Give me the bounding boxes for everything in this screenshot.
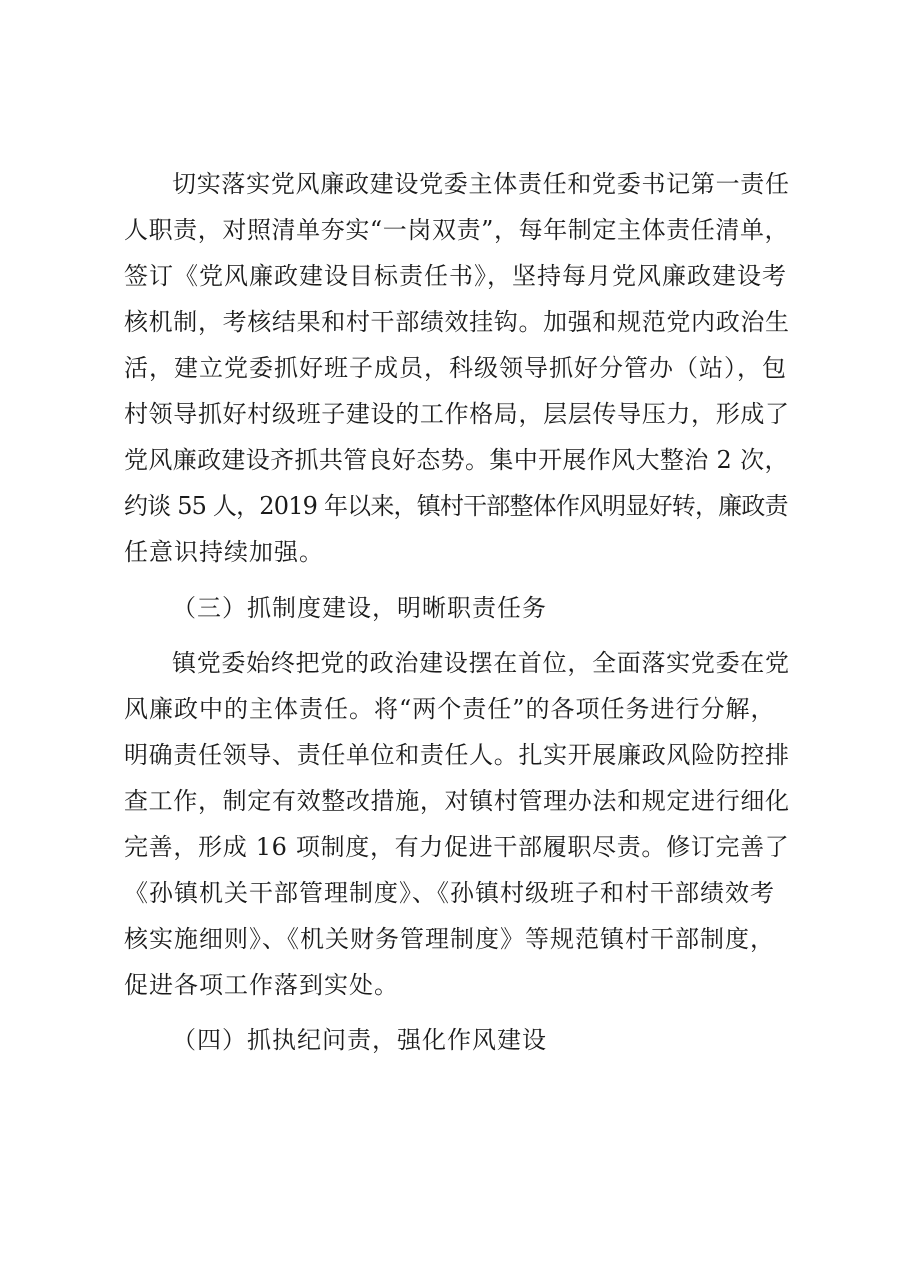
text-line: 约谈 55 人，2019 年以来，镇村干部整体作风明显好转，廉政责	[124, 492, 788, 520]
text-line: 核实施细则》、《机关财务管理制度》等规范镇村干部制度，	[124, 925, 775, 953]
text-line: 风廉政中的主体责任。将“两个责任”的各项任务进行分解，	[124, 695, 776, 723]
text-line: 明确责任领导、责任单位和责任人。扎实开展廉政风险防控排	[124, 741, 790, 769]
text-line: 切实落实党风廉政建设党委主体责任和党委书记第一责任	[172, 170, 790, 198]
section-heading: （三）抓制度建设，明晰职责任务	[172, 594, 547, 622]
text-line: 签订《党风廉政建设目标责任书》，坚持每月党风廉政建设考	[124, 262, 787, 290]
text-line: 核机制，考核结果和村干部绩效挂钩。加强和规范党内政治生	[124, 308, 790, 336]
text-line: 村领导抓好村级班子建设的工作格局，层层传导压力，形成了	[124, 400, 790, 428]
section-heading: （四）抓执纪问责，强化作风建设	[172, 1026, 547, 1054]
text-line: 镇党委始终把党的政治建设摆在首位，全面落实党委在党	[172, 649, 790, 677]
text-line: 《孙镇机关干部管理制度》、《孙镇村级班子和村干部绩效考	[124, 879, 775, 907]
text-line: 任意识持续加强。	[124, 538, 324, 566]
text-line: 完善，形成 16 项制度，有力促进干部履职尽责。修订完善了	[124, 833, 790, 861]
text-line: 查工作，制定有效整改措施，对镇村管理办法和规定进行细化	[124, 787, 790, 815]
text-line: 活，建立党委抓好班子成员，科级领导抓好分管办（站），包	[124, 354, 787, 382]
text-line: 党风廉政建设齐抓共管良好态势。集中开展作风大整治 2 次，	[124, 446, 789, 474]
text-line: 促进各项工作落到实处。	[124, 971, 399, 999]
text-line: 人职责，对照清单夯实“一岗双责”，每年制定主体责任清单，	[124, 216, 790, 244]
